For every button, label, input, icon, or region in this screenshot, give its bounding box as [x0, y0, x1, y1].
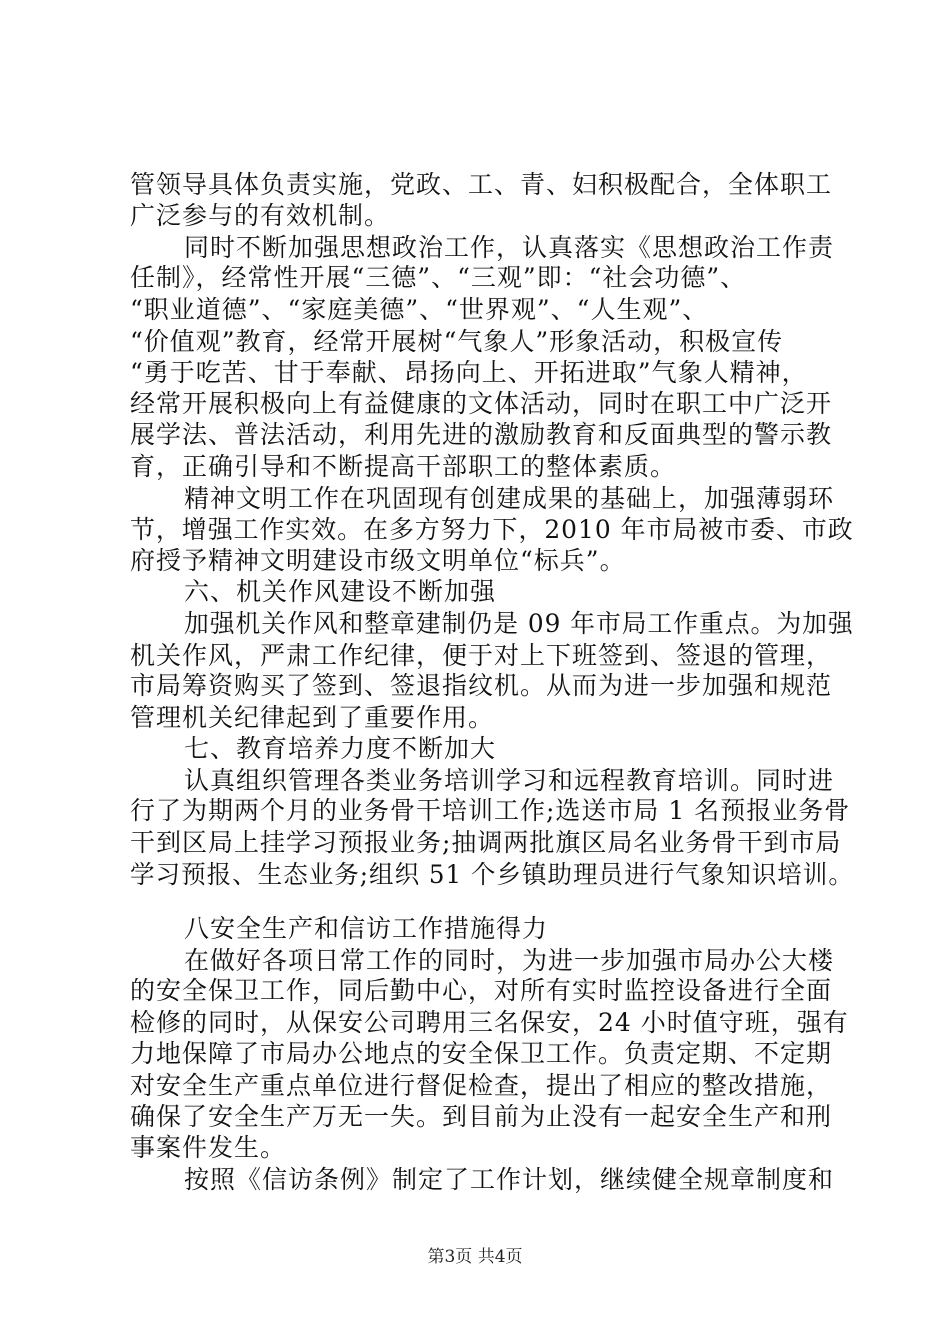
text-line: 加强机关作风和整章建制仍是 09 年市局工作重点。为加强 [184, 609, 854, 638]
text-line: 精神文明工作在巩固现有创建成果的基础上，加强薄弱环 [184, 484, 835, 513]
text-line: 的安全保卫工作，同后勤中心，对所有实时监控设备进行全面 [130, 976, 833, 1005]
text-line: 任制》，经常性开展“三德”、“三观”即：“社会功德”、 [130, 263, 747, 292]
text-line: 检修的同时，从保安公司聘用三名保安，24 小时值守班，强有 [130, 1008, 849, 1037]
text-line: 育，正确引导和不断提高干部职工的整体素质。 [130, 452, 677, 481]
text-line: 同时不断加强思想政治工作，认真落实《思想政治工作责 [184, 233, 835, 262]
text-line: “价值观”教育，经常开展树“气象人”形象活动，积极宣传 [130, 327, 784, 356]
section-heading: 七、教育培养力度不断加大 [184, 734, 497, 763]
section-heading: 六、机关作风建设不断加强 [184, 577, 497, 606]
text-line: 按照《信访条例》制定了工作计划，继续健全规章制度和 [184, 1165, 835, 1194]
text-line: 事案件发生。 [130, 1133, 287, 1162]
text-line: “职业道德”、“家庭美德”、“世界观”、“人生观”、 [130, 295, 709, 324]
text-line: 认真组织管理各类业务培训学习和远程教育培训。同时进 [184, 766, 835, 795]
text-line: 力地保障了市局办公地点的安全保卫工作。负责定期、不定期 [130, 1039, 833, 1068]
text-line: 行了为期两个月的业务骨干培训工作;选送市局 1 名预报业务骨 [130, 796, 851, 825]
text-line: “勇于吃苦、甘于奉献、昂扬向上、开拓进取”气象人精神， [130, 358, 808, 387]
text-line: 市局筹资购买了签到、签退指纹机。从而为进一步加强和规范 [130, 671, 833, 700]
text-line: 广泛参与的有效机制。 [130, 201, 391, 230]
text-line: 管理机关纪律起到了重要作用。 [130, 703, 495, 732]
text-line: 确保了安全生产万无一失。到目前为止没有一起安全生产和刑 [130, 1102, 833, 1131]
text-line: 展学法、普法活动，利用先进的激励教育和反面典型的警示教 [130, 420, 833, 449]
text-line: 经常开展积极向上有益健康的文体活动，同时在职工中广泛开 [130, 389, 833, 418]
text-line: 干到区局上挂学习预报业务;抽调两批旗区局名业务骨干到市局 [130, 828, 842, 857]
text-line: 学习预报、生态业务;组织 51 个乡镇助理员进行气象知识培训。 [130, 860, 854, 889]
text-line: 管领导具体负责实施，党政、工、青、妇积极配合，全体职工 [130, 170, 833, 199]
text-line: 府授予精神文明建设市级文明单位“标兵”。 [130, 546, 626, 575]
text-line: 对安全生产重点单位进行督促检查，提出了相应的整改措施， [130, 1071, 833, 1100]
section-heading: 八安全生产和信访工作措施得力 [184, 914, 549, 943]
text-line: 机关作风，严肃工作纪律，便于对上下班签到、签退的管理， [130, 641, 833, 670]
page-footer: 第3页 共4页 [427, 1247, 523, 1267]
text-line: 在做好各项日常工作的同时，为进一步加强市局办公大楼 [184, 946, 835, 975]
text-line: 节，增强工作实效。在多方努力下，2010 年市局被市委、市政 [130, 515, 854, 544]
